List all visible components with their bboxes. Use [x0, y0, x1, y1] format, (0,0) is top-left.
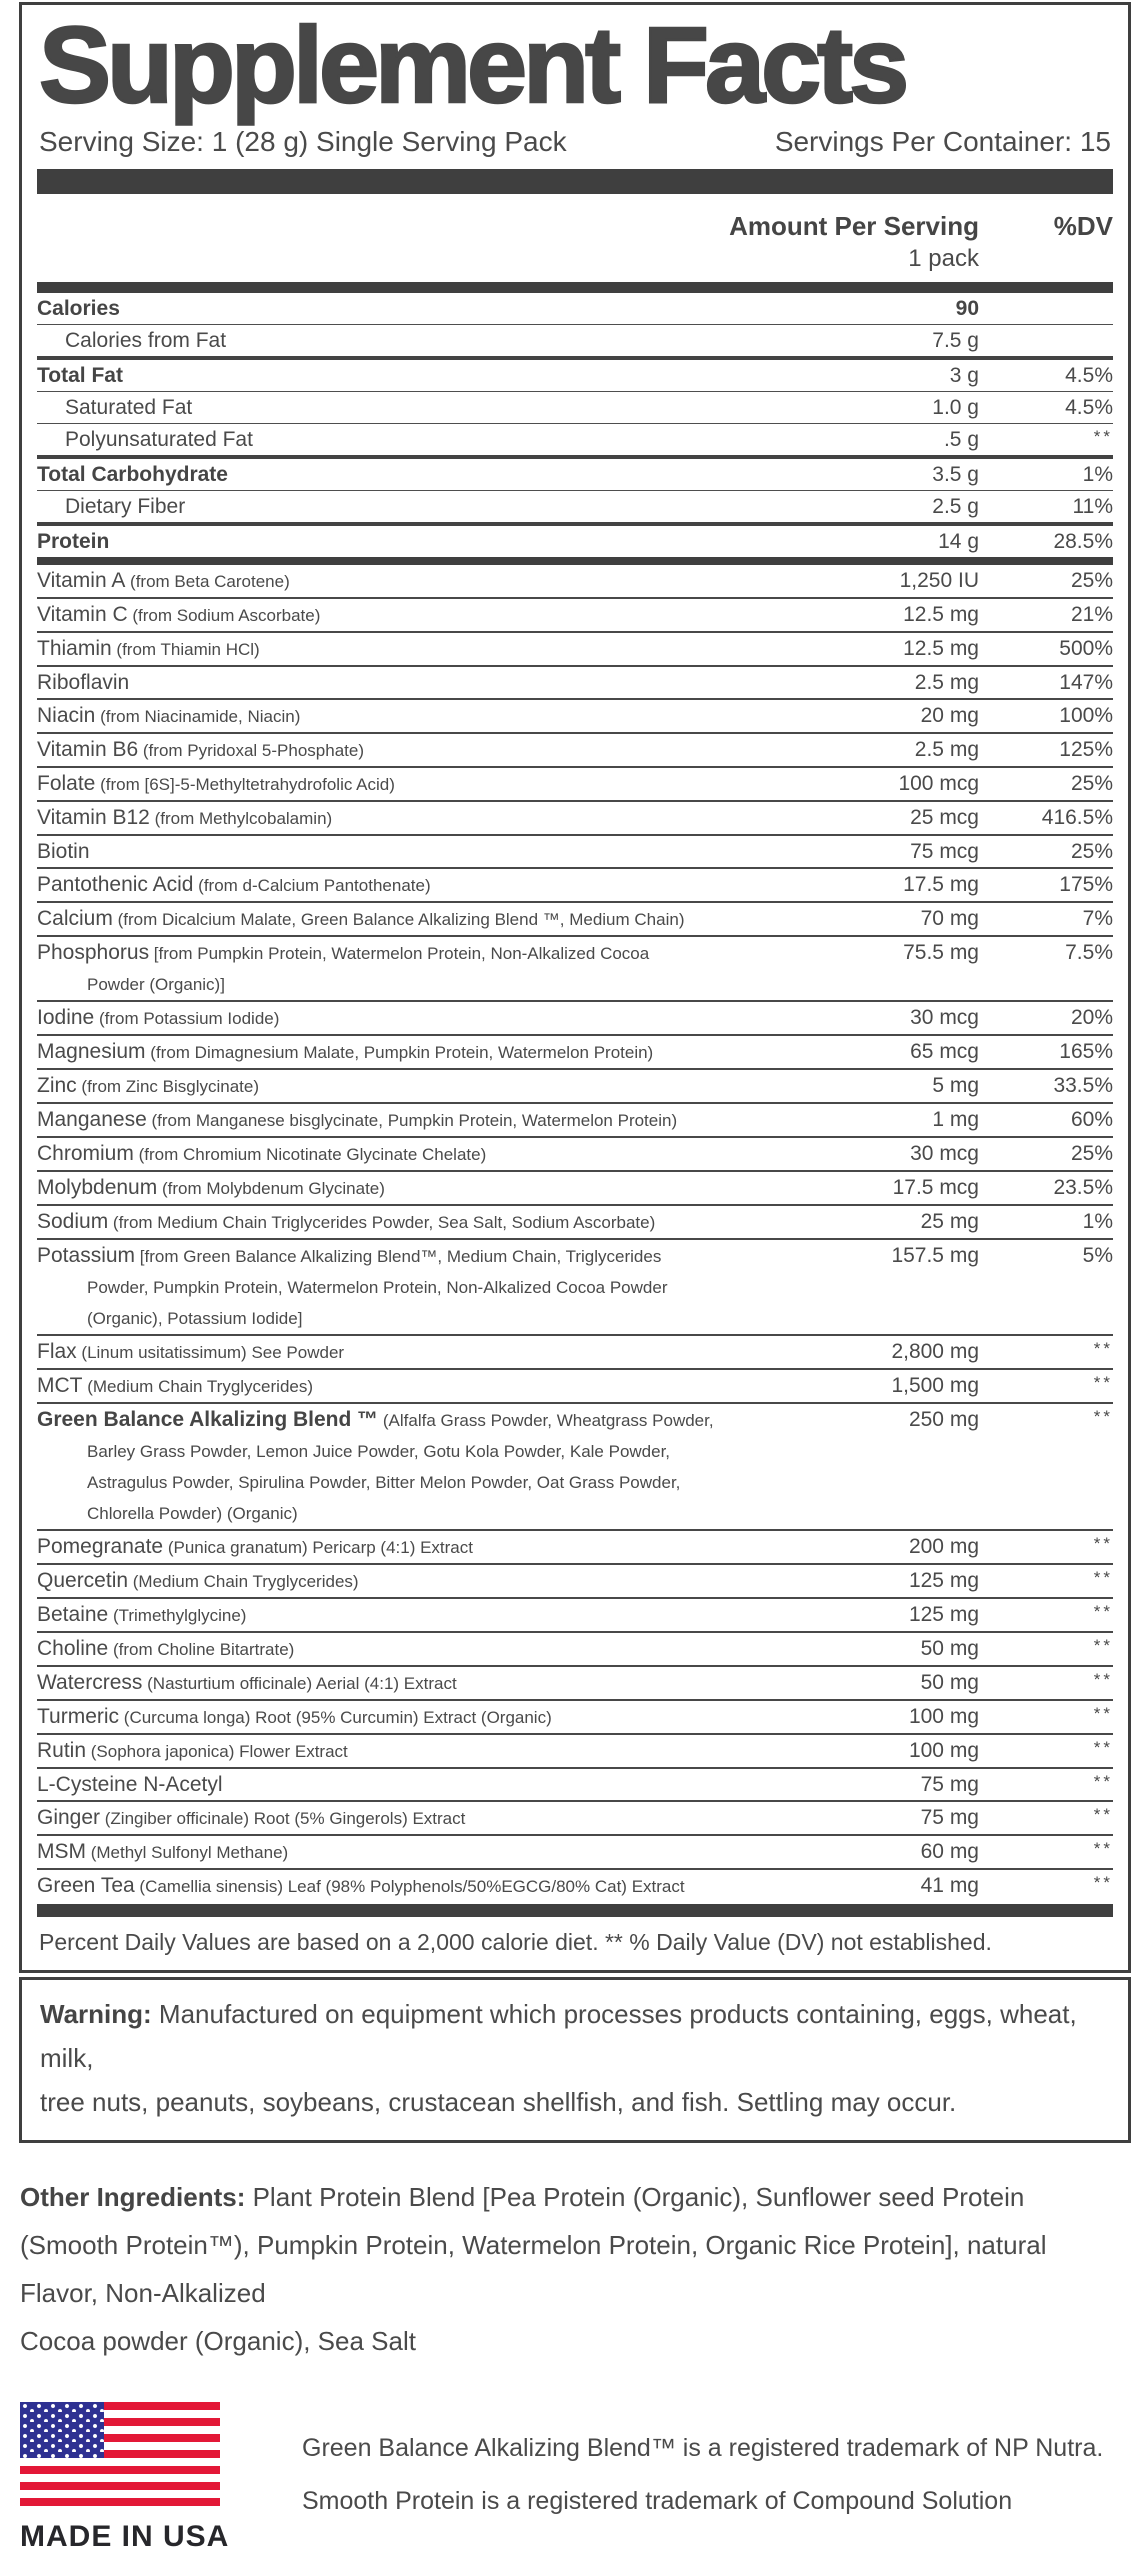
nutrient-row — [37, 1104, 1113, 1138]
made-in-usa-block — [20, 2402, 240, 2554]
nutrient-dv: 175% — [1059, 872, 1113, 896]
nutrient-dv: ** — [1093, 1372, 1113, 1392]
nutrient-amount: 50 mg — [920, 1636, 979, 1660]
nutrient-amount: 12.5 mg — [903, 602, 979, 626]
nutrient-dv: 1% — [1082, 462, 1113, 486]
nutrient-name-continued: Powder, Pumpkin Protein, Watermelon Protein, Non-Alkalized Cocoa Powder — [87, 1277, 668, 1297]
nutrient-name: Biotin — [37, 839, 90, 863]
nutrient-name: Thiamin (from Thiamin HCl) — [37, 636, 260, 660]
nutrient-name: Potassium [from Green Balance Alkalizing Blend™, Medium Chain, Triglycerides Powder, Pumpkin Protein, Watermelon Protein, Non-Alkalized Cocoa Powder (Organic), Potassium Iodide] — [37, 1240, 851, 1334]
amount-per-serving-header: Amount Per Serving — [729, 210, 979, 241]
nutrient-amount: 100 mg — [908, 1704, 979, 1728]
nutrient-name: Vitamin C (from Sodium Ascorbate) — [37, 602, 321, 626]
nutrient-amount: 250 mg — [908, 1407, 979, 1431]
nutrient-name: Rutin (Sophora japonica) Flower Extract — [37, 1738, 348, 1762]
nutrient-name: Watercress (Nasturtium officinale) Aerial (4:1) Extract — [37, 1670, 457, 1694]
nutrient-name: Quercetin (Medium Chain Tryglycerides) — [37, 1568, 359, 1592]
nutrient-dv: 7% — [1082, 906, 1113, 930]
nutrient-dv: ** — [1093, 1669, 1113, 1689]
nutrient-name: Polyunsaturated Fat — [65, 427, 253, 451]
nutrient-amount: 157.5 mg — [891, 1243, 979, 1267]
nutrient-name: Chromium (from Chromium Nicotinate Glycinate Chelate) — [37, 1141, 487, 1165]
nutrient-row — [37, 1667, 1113, 1701]
nutrient-amount: 30 mcg — [910, 1141, 979, 1165]
block-label: Other Ingredients: — [20, 2182, 246, 2213]
nutrient-dv: ** — [1093, 1338, 1113, 1358]
nutrient-name: MSM (Methyl Sulfonyl Methane) — [37, 1839, 289, 1863]
nutrient-name: Calories — [37, 296, 120, 320]
nutrient-row — [37, 1172, 1113, 1206]
nutrient-dv: 20% — [1070, 1005, 1113, 1029]
nutrient-name: L-Cysteine N-Acetyl — [37, 1772, 223, 1796]
trademark-notes — [302, 2422, 1103, 2554]
nutrient-name: Zinc (from Zinc Bisglycinate) — [37, 1073, 260, 1097]
nutrient-dv: ** — [1093, 1406, 1113, 1426]
nutrient-name-continued: (Organic), Potassium Iodide] — [87, 1308, 303, 1328]
nutrient-row — [37, 1531, 1113, 1565]
nutrient-amount: 2,800 mg — [891, 1339, 979, 1363]
nutrient-amount: 25 mcg — [910, 805, 979, 829]
nutrient-row — [37, 667, 1113, 700]
us-flag-icon — [20, 2402, 220, 2506]
nutrient-row — [37, 1599, 1113, 1633]
nutrient-row — [37, 700, 1113, 734]
nutrient-table — [37, 293, 1113, 1902]
nutrient-row — [37, 1870, 1113, 1902]
pack-subheader — [37, 242, 1113, 278]
nutrient-name: Iodine (from Potassium Iodide) — [37, 1005, 280, 1029]
nutrient-row — [37, 1565, 1113, 1599]
nutrient-amount: 2.5 g — [932, 494, 979, 518]
nutrient-dv: ** — [1093, 1872, 1113, 1892]
nutrient-row — [37, 1036, 1113, 1070]
nutrient-row — [37, 836, 1113, 869]
nutrient-dv: 4.5% — [1065, 395, 1113, 419]
nutrient-name: Riboflavin — [37, 670, 130, 694]
nutrient-name: Flax (Linum usitatissimum) See Powder — [37, 1339, 345, 1363]
dv-header: %DV — [1053, 210, 1113, 241]
column-header-row — [37, 204, 1113, 242]
nutrient-row — [37, 1002, 1113, 1036]
nutrient-name: Green Balance Alkalizing Blend ™ (Alfalfa Grass Powder, Wheatgrass Powder, Barley Grass Powder, Lemon Juice Powder, Gotu Kola Powder, Kale Powder, Astragulus Powder, Spirulina Powder, Bitter Melon Powder, Oat Grass Powder, Chlorella Powder) (Organic) — [37, 1404, 851, 1529]
nutrient-row — [37, 768, 1113, 802]
nutrient-row — [37, 325, 1113, 360]
nutrient-amount: 60 mg — [920, 1839, 979, 1863]
nutrient-amount: 1.0 g — [932, 395, 979, 419]
nutrient-row — [37, 1138, 1113, 1172]
nutrient-dv: 125% — [1059, 737, 1113, 761]
nutrient-dv: 100% — [1059, 703, 1113, 727]
nutrient-name: Ginger (Zingiber officinale) Root (5% Gingerols) Extract — [37, 1805, 466, 1829]
nutrient-name: Choline (from Choline Bitartrate) — [37, 1636, 295, 1660]
nutrient-row — [37, 360, 1113, 392]
nutrient-dv: ** — [1093, 1737, 1113, 1757]
nutrient-amount: 17.5 mg — [903, 872, 979, 896]
nutrient-row — [37, 1336, 1113, 1370]
nutrient-row — [37, 491, 1113, 526]
nutrient-name: Sodium (from Medium Chain Triglycerides Powder, Sea Salt, Sodium Ascorbate) — [37, 1209, 656, 1233]
nutrient-amount: 12.5 mg — [903, 636, 979, 660]
nutrient-dv: ** — [1093, 1838, 1113, 1858]
nutrient-name: MCT (Medium Chain Tryglycerides) — [37, 1373, 314, 1397]
nutrient-name: Total Carbohydrate — [37, 462, 228, 486]
nutrient-amount: 90 — [955, 296, 979, 320]
nutrient-dv: ** — [1093, 1601, 1113, 1621]
nutrient-amount: 125 mg — [908, 1568, 979, 1592]
nutrient-name-continued: Chlorella Powder) (Organic) — [87, 1503, 298, 1523]
text-line: Other Ingredients: Plant Protein Blend [Pea Protein (Organic), Sunflower seed Protein — [20, 2182, 1025, 2213]
nutrient-row — [37, 565, 1113, 599]
nutrient-row — [37, 1802, 1113, 1836]
nutrient-row — [37, 1404, 1113, 1531]
nutrient-name: Vitamin A (from Beta Carotene) — [37, 568, 290, 592]
nutrient-dv: ** — [1093, 1771, 1113, 1791]
nutrient-row — [37, 1769, 1113, 1802]
nutrient-row — [37, 1240, 1113, 1336]
nutrient-dv: 33.5% — [1053, 1073, 1113, 1097]
nutrient-dv: 11% — [1072, 494, 1113, 518]
text-line: (Smooth Protein™), Pumpkin Protein, Watermelon Protein, Organic Rice Protein], natural Flavor, Non-Alkalized — [20, 2230, 1047, 2309]
nutrient-name: Niacin (from Niacinamide, Niacin) — [37, 703, 301, 727]
nutrient-dv: 7.5% — [1065, 940, 1113, 964]
serving-info — [39, 125, 1111, 159]
text-line: Warning: Manufactured on equipment which processes products containing, eggs, wheat, milk, — [40, 1998, 1077, 2073]
nutrient-name: Dietary Fiber — [65, 494, 186, 518]
header-divider-bar — [37, 169, 1113, 194]
trademark-line-2: Smooth Protein is a registered trademark of Compound Solution — [302, 2487, 1013, 2516]
nutrient-dv: 500% — [1059, 636, 1113, 660]
nutrient-dv: 25% — [1070, 771, 1113, 795]
nutrient-amount: 3 g — [949, 363, 979, 387]
nutrient-dv: 25% — [1070, 839, 1113, 863]
nutrient-amount: 65 mcg — [910, 1039, 979, 1063]
nutrient-name: Saturated Fat — [65, 395, 193, 419]
nutrient-name: Protein — [37, 529, 110, 553]
nutrient-row — [37, 903, 1113, 937]
nutrient-row — [37, 526, 1113, 565]
nutrient-dv: 28.5% — [1053, 529, 1113, 553]
nutrient-amount: .5 g — [943, 427, 979, 451]
nutrient-row — [37, 459, 1113, 491]
nutrient-amount: 70 mg — [920, 906, 979, 930]
nutrient-row — [37, 1633, 1113, 1667]
nutrient-row — [37, 1701, 1113, 1735]
nutrient-dv: ** — [1093, 1567, 1113, 1587]
nutrient-amount: 25 mg — [920, 1209, 979, 1233]
nutrient-name-continued: Powder (Organic)] — [87, 974, 225, 994]
nutrient-dv: 21% — [1070, 602, 1113, 626]
nutrient-name-continued: Astragulus Powder, Spirulina Powder, Bitter Melon Powder, Oat Grass Powder, — [87, 1472, 681, 1492]
nutrient-amount: 2.5 mg — [914, 737, 979, 761]
nutrient-name: Pantothenic Acid (from d-Calcium Pantothenate) — [37, 872, 431, 896]
nutrient-row — [37, 1070, 1113, 1104]
nutrient-dv: ** — [1093, 1635, 1113, 1655]
page-title: Supplement Facts — [39, 4, 906, 125]
nutrient-name: Folate (from [6S]-5-Methyltetrahydrofolic Acid) — [37, 771, 395, 795]
flag-canton — [20, 2402, 104, 2458]
warning-box — [19, 1977, 1131, 2144]
nutrient-amount: 125 mg — [908, 1602, 979, 1626]
nutrient-row — [37, 424, 1113, 459]
nutrient-name: Phosphorus [from Pumpkin Protein, Watermelon Protein, Non-Alkalized Cocoa Powder (Organic)] — [37, 937, 851, 1000]
serving-size-text: Serving Size: 1 (28 g) Single Serving Pack — [39, 126, 567, 157]
nutrient-name: Manganese (from Manganese bisglycinate, Pumpkin Protein, Watermelon Protein) — [37, 1107, 678, 1131]
nutrient-dv: 4.5% — [1065, 363, 1113, 387]
nutrient-dv: ** — [1093, 426, 1113, 446]
nutrient-dv: 147% — [1059, 670, 1113, 694]
other-ingredients — [20, 2173, 1129, 2365]
nutrient-amount: 1,250 IU — [899, 568, 979, 592]
nutrient-dv: ** — [1093, 1804, 1113, 1824]
nutrient-name: Calcium (from Dicalcium Malate, Green Balance Alkalizing Blend ™, Medium Chain) — [37, 906, 685, 930]
facts-panel — [19, 2, 1131, 1973]
nutrient-name: Vitamin B6 (from Pyridoxal 5-Phosphate) — [37, 737, 364, 761]
nutrient-row — [37, 1206, 1113, 1240]
footer — [20, 2402, 1147, 2554]
nutrient-name: Green Tea (Camellia sinensis) Leaf (98% Polyphenols/50%EGCG/80% Cat) Extract — [37, 1873, 685, 1897]
table-end-bar — [37, 1904, 1113, 1917]
nutrient-dv: 5% — [1082, 1243, 1113, 1267]
supplement-label — [0, 2, 1147, 2553]
daily-value-footnote: Percent Daily Values are based on a 2,000 calorie diet. ** % Daily Value (DV) not established. — [39, 1928, 992, 1955]
nutrient-amount: 7.5 g — [932, 328, 979, 352]
made-in-usa-label: MADE IN USA — [20, 2519, 230, 2553]
nutrient-amount: 1,500 mg — [891, 1373, 979, 1397]
nutrient-dv: 23.5% — [1053, 1175, 1113, 1199]
nutrient-amount: 2.5 mg — [914, 670, 979, 694]
text-line: Cocoa powder (Organic), Sea Salt — [20, 2326, 416, 2357]
pack-subheader-text: 1 pack — [908, 244, 979, 272]
nutrient-row — [37, 293, 1113, 325]
nutrient-amount: 200 mg — [908, 1534, 979, 1558]
nutrient-amount: 100 mg — [908, 1738, 979, 1762]
nutrient-row — [37, 1836, 1113, 1870]
nutrient-amount: 17.5 mcg — [892, 1175, 979, 1199]
nutrient-amount: 50 mg — [920, 1670, 979, 1694]
nutrient-amount: 30 mcg — [910, 1005, 979, 1029]
column-divider-bar — [37, 282, 1113, 293]
nutrient-dv: ** — [1093, 1703, 1113, 1723]
nutrient-dv: 1% — [1082, 1209, 1113, 1233]
trademark-line-1: Green Balance Alkalizing Blend™ is a registered trademark of NP Nutra. — [302, 2433, 1104, 2462]
nutrient-name: Pomegranate (Punica granatum) Pericarp (4:1) Extract — [37, 1534, 473, 1558]
nutrient-row — [37, 1735, 1113, 1769]
nutrient-amount: 100 mcg — [898, 771, 979, 795]
nutrient-row — [37, 633, 1113, 667]
nutrient-dv: 25% — [1070, 568, 1113, 592]
nutrient-row — [37, 869, 1113, 903]
nutrient-dv: 60% — [1070, 1107, 1113, 1131]
nutrient-amount: 14 g — [938, 529, 979, 553]
nutrient-row — [37, 1370, 1113, 1404]
nutrient-amount: 1 mg — [932, 1107, 979, 1131]
nutrient-name: Calories from Fat — [65, 328, 227, 352]
block-label: Warning: — [40, 1998, 152, 2029]
servings-per-container-text: Servings Per Container: 15 — [774, 126, 1111, 157]
nutrient-amount: 75 mcg — [910, 839, 979, 863]
nutrient-row — [37, 734, 1113, 768]
nutrient-row — [37, 392, 1113, 424]
nutrient-dv: ** — [1093, 1533, 1113, 1553]
nutrient-name: Vitamin B12 (from Methylcobalamin) — [37, 805, 333, 829]
text-line: tree nuts, peanuts, soybeans, crustacean shellfish, and fish. Settling may occur. — [40, 2086, 957, 2117]
nutrient-row — [37, 937, 1113, 1002]
nutrient-dv: 416.5% — [1041, 805, 1113, 829]
nutrient-amount: 5 mg — [932, 1073, 979, 1097]
nutrient-dv: 165% — [1059, 1039, 1113, 1063]
nutrient-row — [37, 599, 1113, 633]
nutrient-name: Magnesium (from Dimagnesium Malate, Pumpkin Protein, Watermelon Protein) — [37, 1039, 654, 1063]
nutrient-name: Total Fat — [37, 363, 123, 387]
nutrient-amount: 3.5 g — [932, 462, 979, 486]
nutrient-amount: 75.5 mg — [903, 940, 979, 964]
nutrient-dv: 25% — [1070, 1141, 1113, 1165]
nutrient-name: Betaine (Trimethylglycine) — [37, 1602, 247, 1626]
nutrient-amount: 75 mg — [920, 1805, 979, 1829]
nutrient-amount: 20 mg — [920, 703, 979, 727]
nutrient-amount: 75 mg — [920, 1772, 979, 1796]
nutrient-name: Turmeric (Curcuma longa) Root (95% Curcumin) Extract (Organic) — [37, 1704, 552, 1728]
nutrient-name-continued: Barley Grass Powder, Lemon Juice Powder, Gotu Kola Powder, Kale Powder, — [87, 1441, 671, 1461]
nutrient-row — [37, 802, 1113, 836]
nutrient-name: Molybdenum (from Molybdenum Glycinate) — [37, 1175, 385, 1199]
nutrient-amount: 41 mg — [920, 1873, 979, 1897]
